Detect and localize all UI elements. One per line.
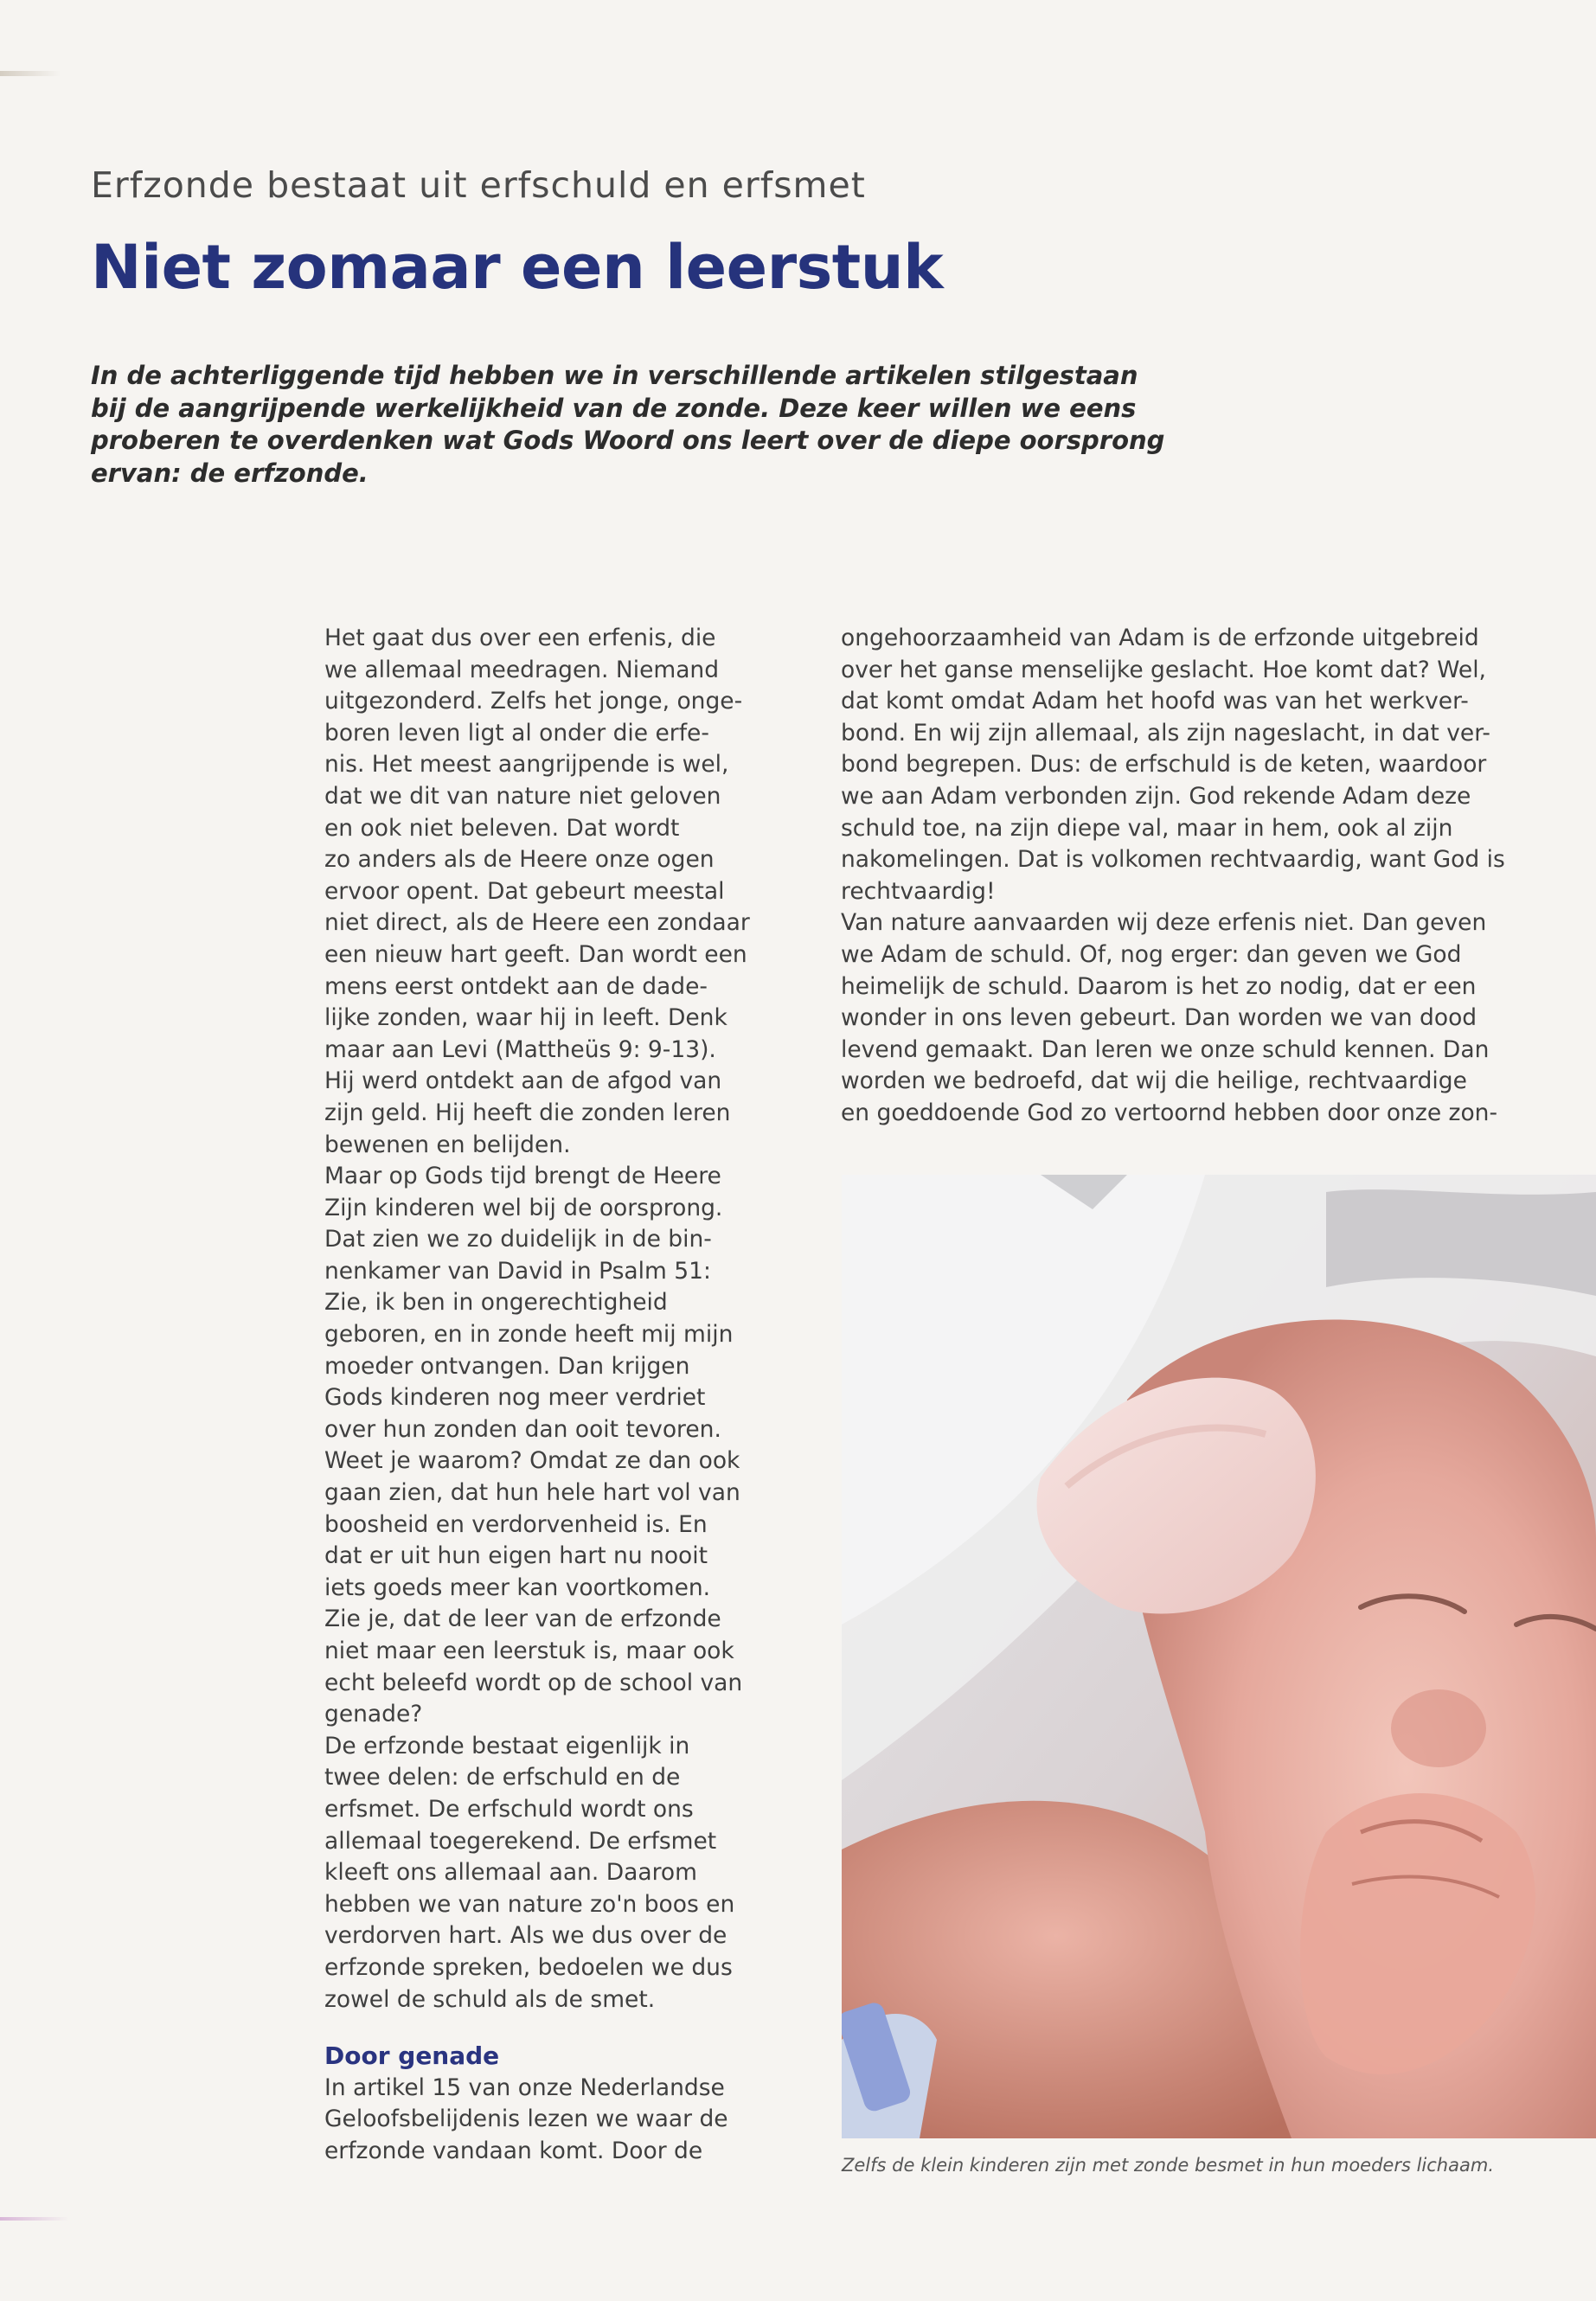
text-line: iets goeds meer kan voortkomen. — [324, 1574, 711, 1601]
photo-caption: Zelfs de klein kinderen zijn met zonde besmet in hun moeders lichaam. — [842, 2155, 1494, 2176]
text-line: niet direct, als de Heere een zondaar — [324, 909, 750, 937]
text-line: rechtvaardig! — [841, 877, 996, 905]
text-line: bewenen en belijden. — [324, 1131, 571, 1158]
text-line: Maar op Gods tijd brengt de Heere — [324, 1163, 721, 1190]
left-column-body — [324, 623, 792, 2016]
right-column-body — [841, 623, 1548, 1130]
text-line: dat er uit hun eigen hart nu nooit — [324, 1542, 708, 1570]
text-line: nenkamer van David in Psalm 51: — [324, 1257, 711, 1285]
text-line: moeder ontvangen. Dan krijgen — [324, 1352, 690, 1380]
right-column — [841, 623, 1548, 1130]
text-line: uitgezonderd. Zelfs het jonge, onge- — [324, 688, 743, 715]
text-line: nis. Het meest aangrijpende is wel, — [324, 751, 729, 779]
text-line: Weet je waarom? Omdat ze dan ook — [324, 1447, 740, 1475]
text-line: Hij werd ontdekt aan de afgod van — [324, 1067, 722, 1095]
article-title: Niet zomaar een leerstuk — [91, 232, 944, 303]
newborn-baby-photo — [842, 1175, 1596, 2138]
text-line: over het ganse menselijke geslacht. Hoe komt dat? Wel, — [841, 656, 1486, 683]
text-line: boosheid en verdorvenheid is. En — [324, 1510, 708, 1538]
scan-edge-mark — [0, 71, 61, 76]
text-line: nakomelingen. Dat is volkomen rechtvaardig, want God is — [841, 846, 1505, 874]
text-line: Gods kinderen nog meer verdriet — [324, 1384, 706, 1412]
text-line: De erfzonde bestaat eigenlijk in — [324, 1732, 690, 1759]
text-line: allemaal toegerekend. De erfsmet — [324, 1827, 717, 1855]
text-line: erfsmet. De erfschuld wordt ons — [324, 1795, 694, 1823]
text-line: erfzonde vandaan komt. Door de — [324, 2137, 703, 2164]
text-line: mens eerst ontdekt aan de dade- — [324, 972, 708, 1000]
text-line: hebben we van nature zo'n boos en — [324, 1890, 735, 1918]
text-line: we Adam de schuld. Of, nog erger: dan geven we God — [841, 940, 1462, 968]
text-line: dat komt omdat Adam het hoofd was van het werkver- — [841, 688, 1469, 715]
text-line: bond. En wij zijn allemaal, als zijn nageslacht, in dat ver- — [841, 719, 1490, 747]
text-line: zijn geld. Hij heeft die zonden leren — [324, 1099, 731, 1126]
text-line: zo anders als de Heere onze ogen — [324, 846, 715, 874]
text-line: Zie, ik ben in ongerechtigheid — [324, 1289, 668, 1317]
article-kicker: Erfzonde bestaat uit erfschuld en erfsmet — [91, 164, 866, 206]
text-line: ongehoorzaamheid van Adam is de erfzonde uitgebreid — [841, 625, 1479, 651]
text-line: bond begrepen. Dus: de erfschuld is de keten, waardoor — [841, 751, 1487, 779]
text-line: lijke zonden, waar hij in leeft. Denk — [324, 1004, 727, 1032]
text-line: kleeft ons allemaal aan. Daarom — [324, 1859, 697, 1887]
text-line: niet maar een leerstuk is, maar ook — [324, 1638, 734, 1664]
text-line: echt beleefd wordt op de school van — [324, 1669, 743, 1696]
text-line: maar aan Levi (Mattheüs 9: 9-13). — [324, 1035, 716, 1063]
text-line: boren leven ligt al onder die erfe- — [324, 719, 709, 747]
text-line: Zie je, dat de leer van de erfzonde — [324, 1606, 721, 1633]
text-line: wonder in ons leven gebeurt. Dan worden we van dood — [841, 1004, 1477, 1032]
text-line: heimelijk de schuld. Daarom is het zo nodig, dat er een — [841, 972, 1477, 1000]
text-line: een nieuw hart geeft. Dan wordt een — [324, 940, 747, 968]
text-line: Het gaat dus over een erfenis, die — [324, 625, 716, 651]
text-line: Zijn kinderen wel bij de oorsprong. — [324, 1194, 723, 1221]
text-line: we allemaal meedragen. Niemand — [324, 656, 720, 683]
scan-edge-mark — [0, 2217, 69, 2221]
text-line: over hun zonden dan ooit tevoren. — [324, 1415, 721, 1443]
text-line: we aan Adam verbonden zijn. God rekende Adam deze — [841, 782, 1471, 810]
text-line: verdorven hart. Als we dus over de — [324, 1922, 727, 1950]
text-line: en goeddoende God zo vertoornd hebben door onze zon- — [841, 1099, 1498, 1126]
text-line: Geloofsbelijdenis lezen we waar de — [324, 2106, 728, 2133]
text-line: Dat zien we zo duidelijk in de bin- — [324, 1226, 712, 1253]
text-line: geboren, en in zonde heeft mij mijn — [324, 1321, 734, 1349]
text-line: erfzonde spreken, bedoelen we dus — [324, 1953, 733, 1981]
text-line: genade? — [324, 1701, 423, 1728]
article-intro: In de achterliggende tijd hebben we in verschillende artikelen stilgestaan bij de aangrijpende werkelijkheid van de zonde. Deze keer willen we eens proberen te overdenken wat Gods Woord ons leert over de diepe oorsprong ervan: de erfzonde. — [91, 361, 1165, 488]
text-line: Van nature aanvaarden wij deze erfenis niet. Dan geven — [841, 909, 1487, 937]
text-line: en ook niet beleven. Dat wordt — [324, 814, 680, 842]
text-line: ervoor opent. Dat gebeurt meestal — [324, 877, 725, 905]
text-line: gaan zien, dat hun hele hart vol van — [324, 1479, 740, 1507]
text-line: dat we dit van nature niet geloven — [324, 782, 721, 810]
text-line: levend gemaakt. Dan leren we onze schuld kennen. Dan — [841, 1035, 1490, 1063]
left-column-continuation — [324, 2073, 792, 2168]
text-line: worden we bedroefd, dat wij die heilige, rechtvaardige — [841, 1067, 1467, 1095]
text-line: In artikel 15 van onze Nederlandse — [324, 2073, 725, 2101]
text-line: schuld toe, na zijn diepe val, maar in hem, ook al zijn — [841, 814, 1453, 842]
section-heading: Door genade — [324, 2041, 500, 2071]
text-line: twee delen: de erfschuld en de — [324, 1764, 681, 1791]
text-line: zowel de schuld als de smet. — [324, 1985, 656, 2013]
left-column — [324, 623, 792, 2168]
